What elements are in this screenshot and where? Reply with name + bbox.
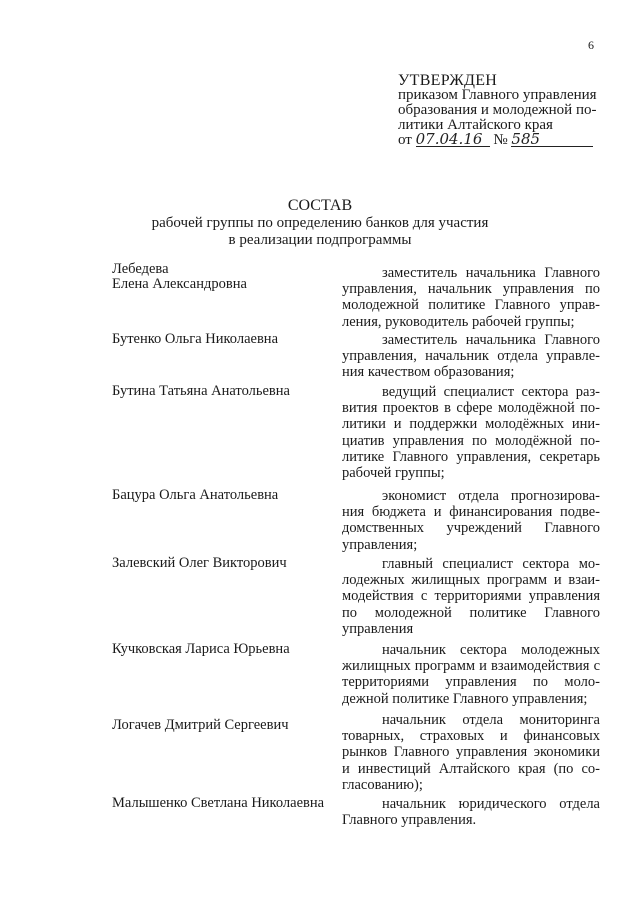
handwritten-order-number: 585 <box>511 133 593 147</box>
handwritten-date: 07.04.16 <box>416 133 490 147</box>
approval-line: образования и молодежной по- <box>398 102 597 118</box>
page-number: 6 <box>588 38 594 52</box>
date-prefix: от <box>398 132 412 148</box>
member-role: начальник отдела мониторинга товарных, страховых и финансовых рынков Главного управления экономики и инвестиций Алтайского края (по со-гласованию); <box>342 712 600 793</box>
member-role: ведущий специалист сектора раз-вития проектов в сфере молодёжной по-литики и поддержки молодёжных ини-циатив управления по молодёжной по-литике Главного управления, секретарь рабочей группы; <box>342 384 600 482</box>
approval-line: литики Алтайского края <box>398 117 553 133</box>
document-title-block <box>0 197 640 249</box>
member-name <box>112 262 342 292</box>
member-name: Бацура Ольга Анатольевна <box>112 487 279 503</box>
member-name: Логачев Дмитрий Сергеевич <box>112 717 289 733</box>
document-subtitle: в реализации подпрограммы <box>228 232 412 248</box>
order-date-number-line <box>398 130 608 148</box>
member-name: Бутенко Ольга Николаевна <box>112 331 279 347</box>
member-role: заместитель начальника Главного управления, начальник отдела управле-ния качеством образования; <box>342 332 600 381</box>
member-name: Бутина Татьяна Анатольевна <box>112 383 290 399</box>
member-name: Кучковская Лариса Юрьевна <box>112 641 290 657</box>
approval-line: приказом Главного управления <box>398 87 597 103</box>
member-role: начальник сектора молодежных жилищных программ и взаимодействия с территориями управления по моло-дежной политике Главного управления; <box>342 642 600 707</box>
member-surname: Лебедева <box>112 261 169 277</box>
member-given-names: Елена Александровна <box>112 276 247 292</box>
approval-stamp <box>398 73 608 148</box>
approval-heading: УТВЕРЖДЕН <box>398 72 498 89</box>
document-title: СОСТАВ <box>287 197 353 214</box>
member-role: экономист отдела прогнозирова-ния бюджета и финансирования подве-домственных учреждений Главного управления; <box>342 488 600 553</box>
member-role: заместитель начальника Главного управления, начальник управления по молодежной политике Главного управ-ления, руководитель рабочей группы; <box>342 265 600 330</box>
member-name: Малышенко Светлана Николаевна <box>112 795 325 811</box>
number-prefix: № <box>493 132 508 148</box>
document-subtitle: рабочей группы по определению банков для участия <box>151 215 489 231</box>
member-role: начальник юридического отдела Главного управления. <box>342 796 600 829</box>
member-role: главный специалист сектора мо-лодежных жилищных программ и взаи-модействия с территориями управления по молодежной политике Главного управления <box>342 556 600 637</box>
member-name: Залевский Олег Викторович <box>112 555 287 571</box>
